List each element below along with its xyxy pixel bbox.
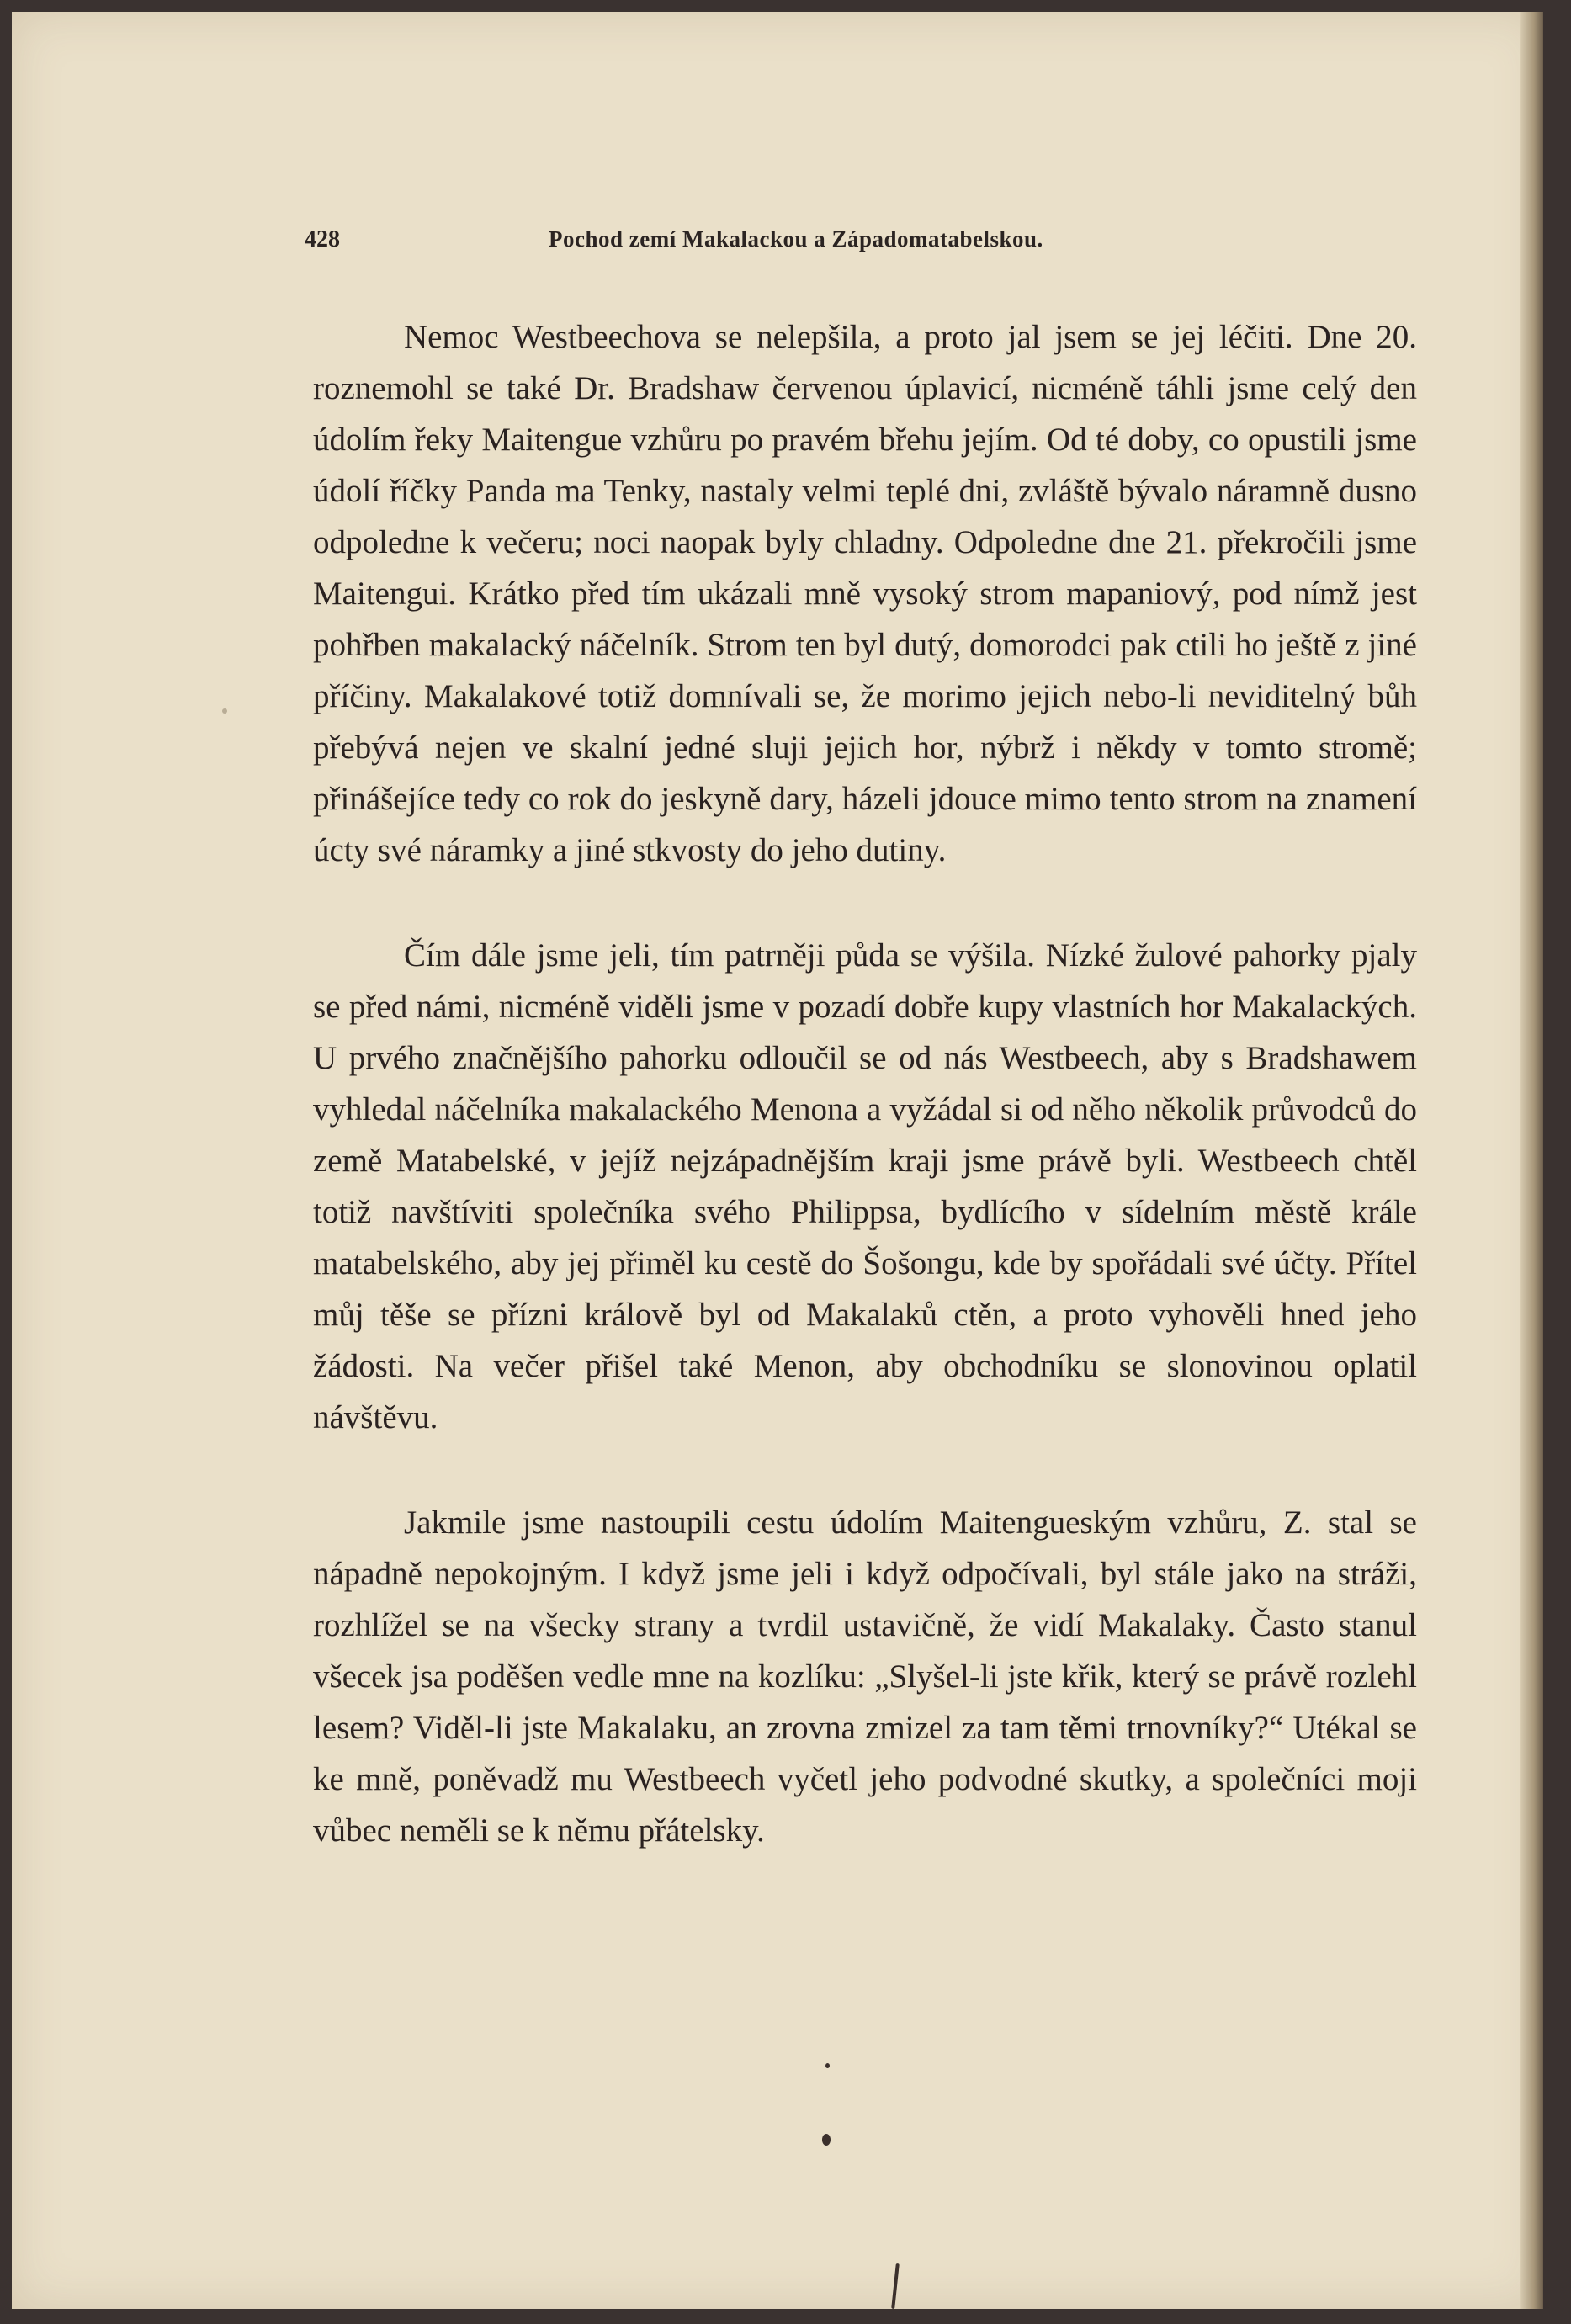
page-number: 428 (305, 226, 340, 252)
page-edge (1520, 12, 1543, 2309)
ink-speck (825, 2063, 830, 2068)
ink-blot (822, 2134, 831, 2146)
paper-spot (222, 708, 227, 714)
paragraph-3: Jakmile jsme nastoupili cestu údolím Maitengueským vzhůru, Z. stal se nápadně nepokojným. I když jsme jeli i když odpočívali, byl stále jako na stráži, rozhlížel se na všecky strany a tvrdil ustavičně, že vidí Makalaky. Často stanul všecek jsa poděšen vedle mne na kozlíku: „Slyšel-li jste křik, který se právě rozlehl lesem? Viděl-li jste Makalaku, an zrovna zmizel za tam těmi trnovníky?“ Utékal se ke mně, poněvadž mu Westbeech vyčetl jeho podvodné skutky, a společníci moji vůbec neměli se k němu přátelsky. (313, 1504, 1417, 1849)
ink-stroke (891, 2263, 900, 2309)
running-title: Pochod zemí Makalackou a Západomatabelskou. (549, 226, 1043, 252)
page-header (305, 226, 1197, 268)
body-text (313, 311, 1417, 1856)
paragraph-1: Nemoc Westbeechova se nelepšila, a proto jal jsem se jej léčiti. Dne 20. roznemohl se také Dr. Bradshaw červenou úplavicí, nicméně táhli jsme celý den údolím řeky Maitengue vzhůru po pravém břehu jejím. Od té doby, co opustili jsme údolí říčky Panda ma Tenky, nastaly velmi teplé dni, zvláště bývalo náramně dusno odpoledne k večeru; noci naopak byly chladny. Odpoledne dne 21. překročili jsme Maitengui. Krátko před tím ukázali mně vysoký strom mapaniový, pod nímž jest pohřben makalacký náčelník. Strom ten byl dutý, domorodci pak ctili ho ještě z jiné příčiny. Makalakové totiž domnívali se, že morimo jejich nebo-li neviditelný bůh přebývá nejen ve skalní jedné sluji jejich hor, nýbrž i někdy v tomto stromě; přinášejíce tedy co rok do jeskyně dary, házeli jdouce mimo tento strom na znamení úcty své náramky a jiné stkvosty do jeho dutiny. (313, 319, 1417, 868)
paragraph-2: Čím dále jsme jeli, tím patrněji půda se výšila. Nízké žulové pahorky pjaly se před námi, nicméně viděli jsme v pozadí dobře kupy vlastních hor Makalackých. U prvého značnějšího pahorku odloučil se od nás Westbeech, aby s Bradshawem vyhledal náčelníka makalackého Menona a vyžádal si od něho několik průvodců do země Matabelské, v jejíž nejzápadnějším kraji jsme právě byli. Westbeech chtěl totiž navštíviti společníka svého Philippsa, bydlícího v sídelním městě krále matabelského, aby jej přiměl ku cestě do Šošongu, kde by spořádali své účty. Přítel můj těše se přízni králově byl od Makalaků ctěn, a proto vyhověli hned jeho žádosti. Na večer přišel také Menon, aby obchodníku se slonovinou oplatil návštěvu. (313, 937, 1417, 1435)
book-page (12, 12, 1543, 2309)
